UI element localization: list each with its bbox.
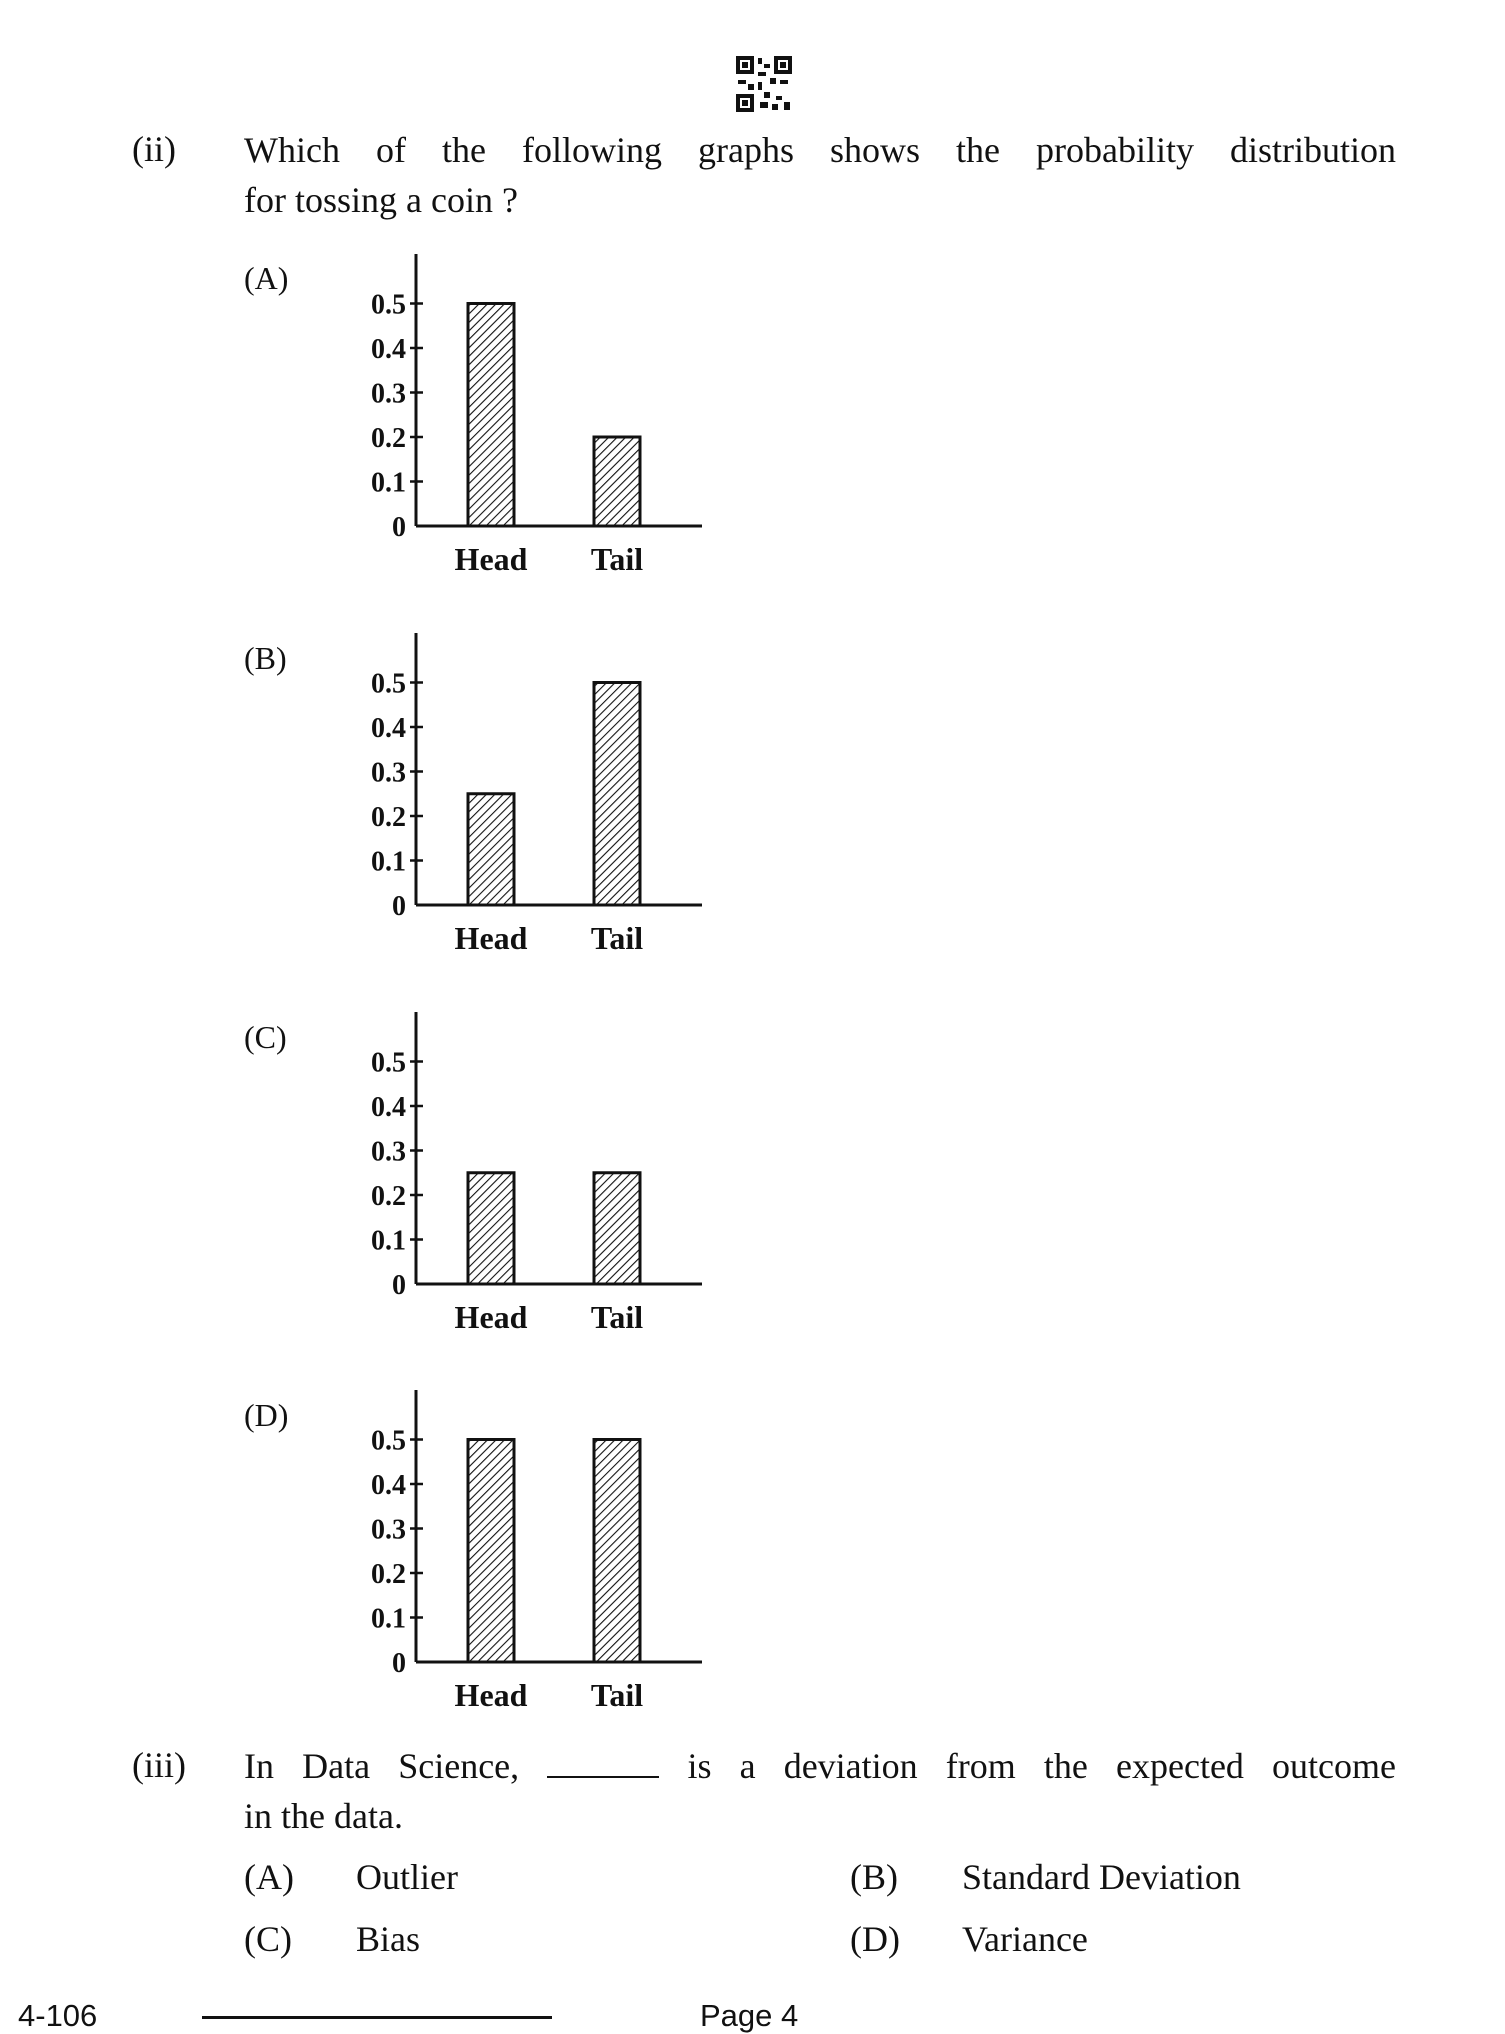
bar-tail xyxy=(594,1440,640,1663)
y-tick-label: 0.2 xyxy=(371,1559,406,1590)
y-tick-label: 0.1 xyxy=(371,1225,406,1257)
qr-code-icon xyxy=(736,56,792,112)
category-label-tail: Tail xyxy=(590,920,644,956)
y-tick-label: 0.1 xyxy=(371,1603,406,1635)
bar-head xyxy=(468,304,514,527)
category-label-head: Head xyxy=(454,1677,528,1713)
option-b-label: (B) xyxy=(850,1857,898,1897)
footer-rule xyxy=(202,2016,552,2019)
bar-tail xyxy=(594,683,640,906)
option-c-text: Bias xyxy=(356,1919,421,1959)
y-tick-label: 0.1 xyxy=(371,467,406,499)
question-number-iii: (iii) xyxy=(132,1745,186,1785)
bar-tail xyxy=(594,1173,640,1284)
question-ii-line-1: Which of the following graphs shows the probability distribution xyxy=(244,130,1396,170)
question-text-ii xyxy=(244,125,1396,225)
y-tick-label: 0 xyxy=(392,1648,406,1679)
y-tick-label: 0.2 xyxy=(371,423,406,454)
option-c-label: (C) xyxy=(244,1919,292,1959)
question-iii-line-2: in the data. xyxy=(244,1796,403,1836)
question-iii-text-before: In Data Science, xyxy=(244,1746,520,1786)
chart-option-label-a: (A) xyxy=(244,260,289,296)
category-label-head: Head xyxy=(454,541,528,577)
y-tick-label: 0.2 xyxy=(371,1181,406,1212)
bar-chart-c xyxy=(320,1008,740,1338)
y-tick-label: 0.4 xyxy=(371,1470,406,1501)
y-tick-label: 0.5 xyxy=(371,1425,406,1457)
y-tick-label: 0 xyxy=(392,1270,406,1301)
y-tick-label: 0 xyxy=(392,891,406,922)
category-label-tail: Tail xyxy=(590,541,644,577)
page-number: Page 4 xyxy=(700,1998,799,2033)
option-d-label: (D) xyxy=(850,1919,900,1959)
question-ii-line-2: for tossing a coin ? xyxy=(244,180,518,220)
y-tick-label: 0.2 xyxy=(371,802,406,833)
question-iii-text-after: is a deviation from the expected outcome xyxy=(687,1746,1397,1786)
y-tick-label: 0.5 xyxy=(371,289,406,321)
bar-head xyxy=(468,1440,514,1663)
category-label-tail: Tail xyxy=(590,1677,644,1713)
bar-head xyxy=(468,794,514,905)
category-label-head: Head xyxy=(454,1299,528,1335)
question-iii-line-1 xyxy=(244,1741,1396,1791)
bar-chart-d xyxy=(320,1386,740,1716)
y-tick-label: 0.4 xyxy=(371,1092,406,1123)
bar-chart-b xyxy=(320,629,740,959)
bar-tail xyxy=(594,437,640,526)
fill-in-blank xyxy=(547,1750,659,1778)
y-tick-label: 0.5 xyxy=(371,1047,406,1079)
chart-option-label-c: (C) xyxy=(244,1019,287,1055)
category-label-tail: Tail xyxy=(590,1299,644,1335)
category-label-head: Head xyxy=(454,920,528,956)
y-tick-label: 0.3 xyxy=(371,757,406,789)
y-tick-label: 0.3 xyxy=(371,1136,406,1168)
y-tick-label: 0 xyxy=(392,512,406,543)
question-number-ii: (ii) xyxy=(132,129,176,169)
option-a-text: Outlier xyxy=(356,1857,458,1897)
option-a-label: (A) xyxy=(244,1857,294,1897)
paper-code: 4-106 xyxy=(18,1998,98,2033)
bar-chart-a xyxy=(320,250,740,580)
bar-head xyxy=(468,1173,514,1284)
option-b-text: Standard Deviation xyxy=(962,1857,1241,1897)
question-text-iii xyxy=(244,1741,1396,1841)
y-tick-label: 0.5 xyxy=(371,668,406,700)
chart-option-label-d: (D) xyxy=(244,1397,289,1433)
y-tick-label: 0.3 xyxy=(371,1514,406,1546)
option-d-text: Variance xyxy=(962,1919,1088,1959)
y-tick-label: 0.1 xyxy=(371,846,406,878)
chart-option-label-b: (B) xyxy=(244,640,287,676)
y-tick-label: 0.4 xyxy=(371,713,406,744)
y-tick-label: 0.4 xyxy=(371,334,406,365)
y-tick-label: 0.3 xyxy=(371,378,406,410)
